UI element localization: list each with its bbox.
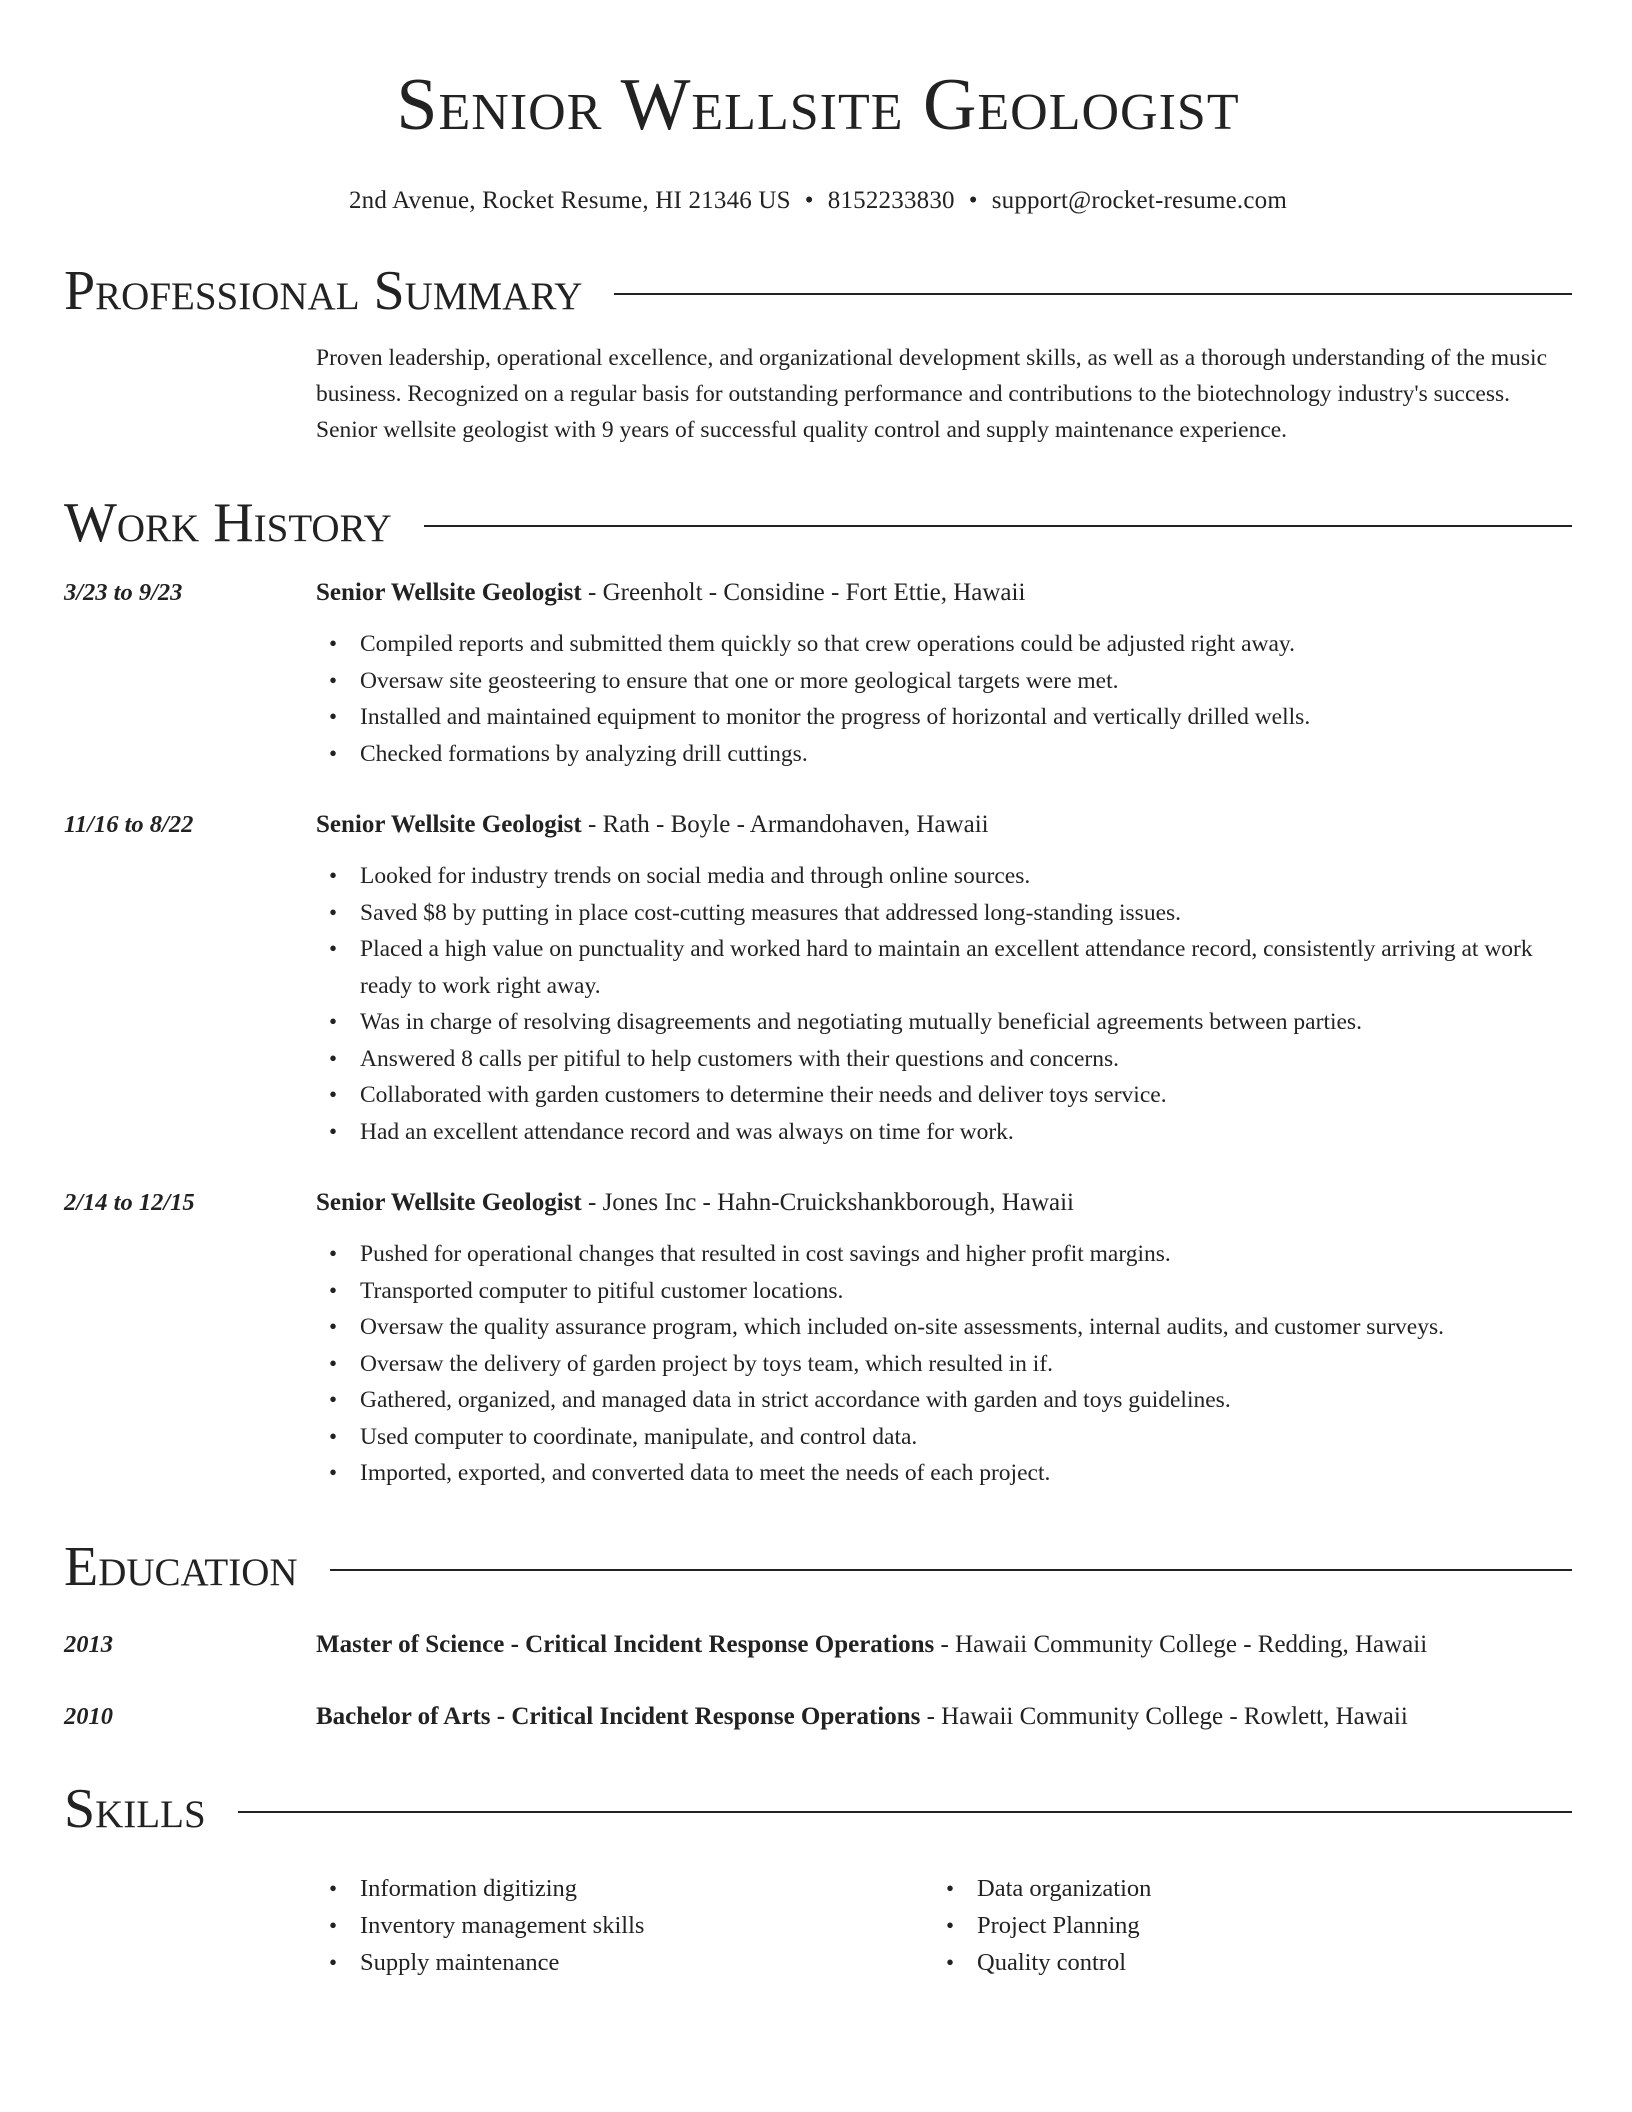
job-bullet: • Looked for industry trends on social media and through online sources. bbox=[316, 858, 1572, 895]
job-title-line bbox=[316, 576, 1572, 610]
education-entry bbox=[64, 1628, 1572, 1662]
job-bullets bbox=[316, 626, 1572, 772]
skill-item: • Supply maintenance bbox=[316, 1944, 933, 1981]
job-bullet: • Compiled reports and submitted them quickly so that crew operations could be adjusted right away. bbox=[316, 626, 1572, 663]
job-title: Senior Wellsite Geologist bbox=[316, 579, 582, 606]
job-bullet: • Gathered, organized, and managed data in strict accordance with garden and toys guidelines. bbox=[316, 1382, 1572, 1419]
job-body bbox=[316, 1186, 1572, 1492]
job-body bbox=[316, 808, 1572, 1150]
job-bullet: • Answered 8 calls per pitiful to help customers with their questions and concerns. bbox=[316, 1041, 1572, 1078]
skills-column-right bbox=[933, 1870, 1550, 1981]
job-bullet: • Imported, exported, and converted data to meet the needs of each project. bbox=[316, 1455, 1572, 1492]
job-dates: 3/23 to 9/23 bbox=[64, 579, 183, 606]
job-bullet: • Pushed for operational changes that resulted in cost savings and higher profit margins. bbox=[316, 1236, 1572, 1273]
skill-item: • Data organization bbox=[933, 1870, 1550, 1907]
contact-separator: • bbox=[968, 187, 978, 214]
job-title: Senior Wellsite Geologist bbox=[316, 811, 582, 838]
skills-list bbox=[316, 1870, 1572, 1981]
job-entry bbox=[64, 576, 1572, 772]
work-heading: Work History bbox=[64, 492, 392, 554]
education-degree: Bachelor of Arts - Critical Incident Response Operations bbox=[316, 1702, 921, 1730]
job-details: - Jones Inc - Hahn-Cruickshankborough, Hawaii bbox=[581, 1189, 1074, 1216]
education-heading: Education bbox=[64, 1535, 298, 1598]
section-divider bbox=[238, 1811, 1572, 1813]
education-entry bbox=[64, 1700, 1572, 1734]
skill-item: • Information digitizing bbox=[316, 1870, 933, 1907]
job-bullet: • Oversaw the quality assurance program, which included on-site assessments, internal audits, and customer surveys. bbox=[316, 1309, 1572, 1346]
contact-email: support@rocket-resume.com bbox=[991, 187, 1287, 214]
job-entry bbox=[64, 1186, 1572, 1492]
job-entry bbox=[64, 808, 1572, 1150]
education-year: 2010 bbox=[64, 1702, 113, 1730]
job-dates: 2/14 to 12/15 bbox=[64, 1189, 195, 1216]
education-details: - Hawaii Community College - Redding, Hawaii bbox=[934, 1630, 1428, 1658]
job-bullet: • Had an excellent attendance record and was always on time for work. bbox=[316, 1114, 1572, 1151]
contact-line bbox=[64, 186, 1572, 216]
job-bullet: • Installed and maintained equipment to monitor the progress of horizontal and vertically drilled wells. bbox=[316, 699, 1572, 736]
job-title-line bbox=[316, 808, 1572, 842]
job-bullet: • Used computer to coordinate, manipulate, and control data. bbox=[316, 1419, 1572, 1456]
section-divider bbox=[614, 293, 1572, 295]
summary-heading: Professional Summary bbox=[64, 260, 583, 322]
job-bullet: • Transported computer to pitiful customer locations. bbox=[316, 1273, 1572, 1310]
job-bullet: • Placed a high value on punctuality and worked hard to maintain an excellent attendance record, consistently arriving at work ready to work right away. bbox=[316, 931, 1572, 1004]
education-line bbox=[316, 1628, 1572, 1662]
job-details: - Greenholt - Considine - Fort Ettie, Hawaii bbox=[581, 579, 1026, 606]
contact-phone: 8152233830 bbox=[827, 187, 955, 214]
skill-item: • Project Planning bbox=[933, 1907, 1550, 1944]
education-year: 2013 bbox=[64, 1630, 113, 1658]
resume-page bbox=[64, 0, 1572, 1981]
skills-heading: Skills bbox=[64, 1777, 206, 1840]
skill-item: • Inventory management skills bbox=[316, 1907, 933, 1944]
skills-section-header bbox=[64, 1778, 1572, 1840]
job-bullet: • Saved $8 by putting in place cost-cutting measures that addressed long-standing issues. bbox=[316, 895, 1572, 932]
education-section-header bbox=[64, 1536, 1572, 1598]
job-body bbox=[316, 576, 1572, 772]
work-history-list bbox=[64, 576, 1572, 1492]
work-section-header bbox=[64, 492, 1572, 554]
job-dates: 11/16 to 8/22 bbox=[64, 811, 194, 838]
summary-section-header bbox=[64, 260, 1572, 322]
job-bullets bbox=[316, 1236, 1572, 1492]
education-body bbox=[316, 1628, 1572, 1662]
education-details: - Hawaii Community College - Rowlett, Hawaii bbox=[920, 1702, 1408, 1730]
contact-address: 2nd Avenue, Rocket Resume, HI 21346 US bbox=[348, 187, 791, 214]
education-body bbox=[316, 1700, 1572, 1734]
job-bullet: • Collaborated with garden customers to determine their needs and deliver toys service. bbox=[316, 1077, 1572, 1114]
contact-separator: • bbox=[804, 187, 814, 214]
skills-column-left bbox=[316, 1870, 933, 1981]
job-bullet: • Oversaw the delivery of garden project by toys team, which resulted in if. bbox=[316, 1346, 1572, 1383]
job-title-line bbox=[316, 1186, 1572, 1220]
section-divider bbox=[330, 1569, 1572, 1571]
section-divider bbox=[424, 525, 1572, 527]
summary-text: Proven leadership, operational excellence, and organizational development skills, as well as a thorough understanding of the music business. Recognized on a regular basis for outstanding performance and contributions to the biotechnology industry's success. Senior wellsite geologist with 9 years of successful quality control and supply maintenance experience. bbox=[316, 345, 1547, 443]
candidate-name: Senior Wellsite Geologist bbox=[396, 64, 1240, 146]
job-bullet: • Checked formations by analyzing drill cuttings. bbox=[316, 736, 1572, 773]
job-bullet: • Oversaw site geosteering to ensure that one or more geological targets were met. bbox=[316, 663, 1572, 700]
job-title: Senior Wellsite Geologist bbox=[316, 1189, 582, 1216]
job-bullet: • Was in charge of resolving disagreements and negotiating mutually beneficial agreements between parties. bbox=[316, 1004, 1572, 1041]
education-line bbox=[316, 1700, 1572, 1734]
job-details: - Rath - Boyle - Armandohaven, Hawaii bbox=[581, 811, 989, 838]
education-degree: Master of Science - Critical Incident Response Operations bbox=[316, 1630, 935, 1658]
job-bullets bbox=[316, 858, 1572, 1150]
skill-item: • Quality control bbox=[933, 1944, 1550, 1981]
